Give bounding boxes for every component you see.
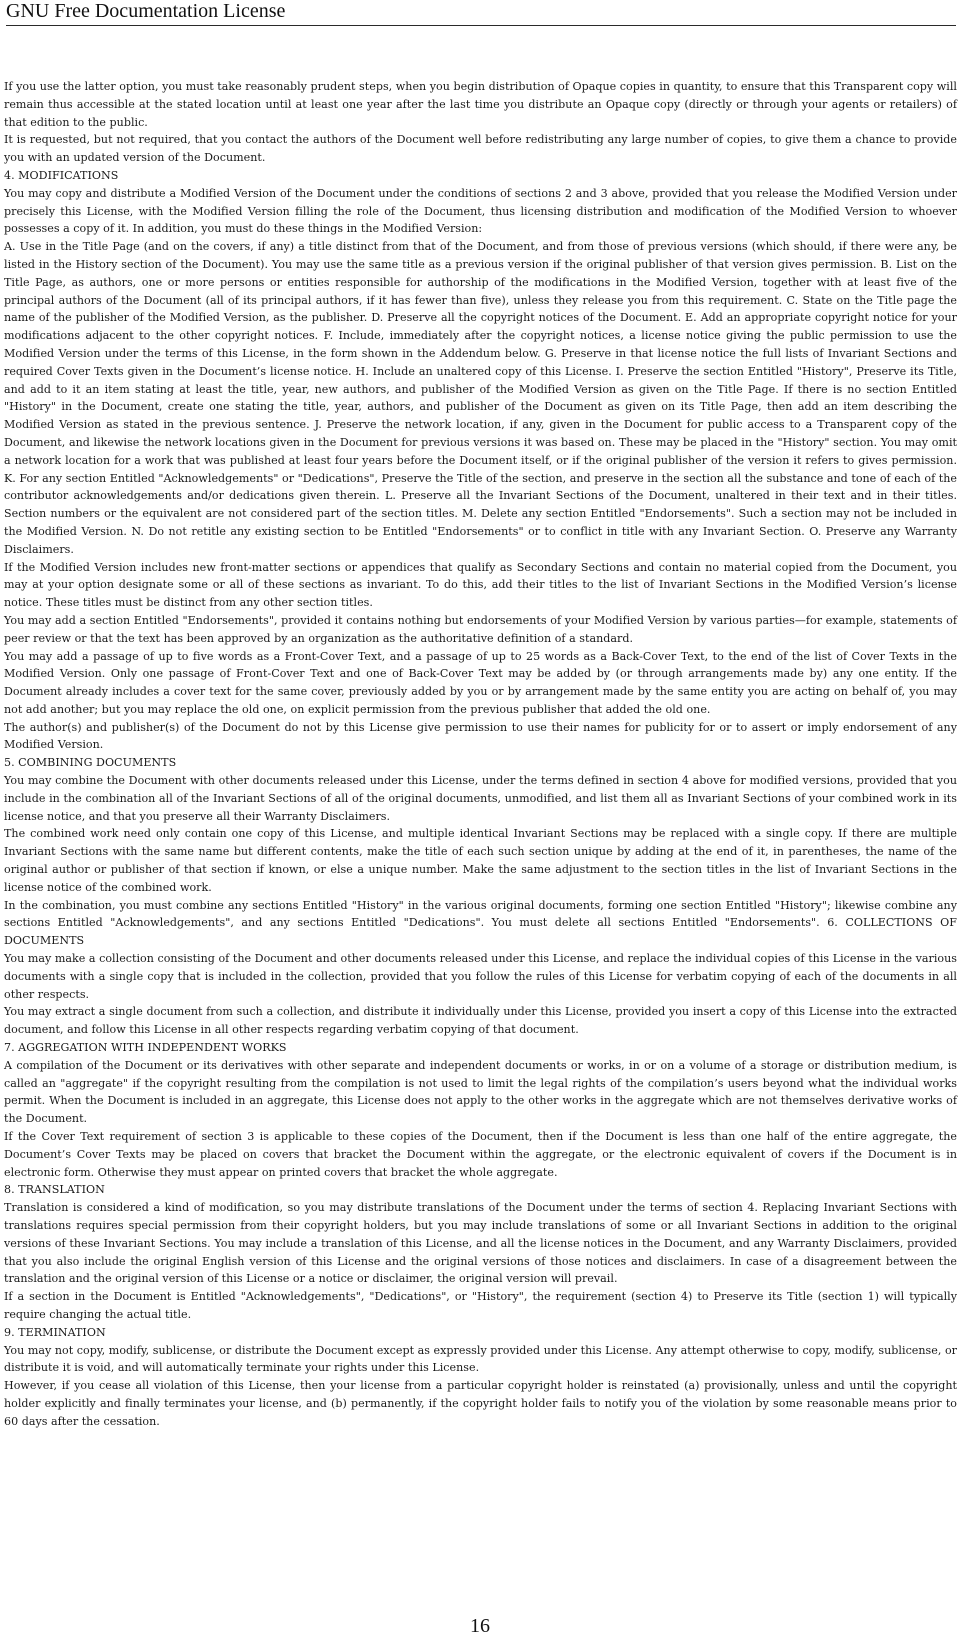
section-heading: 5. COMBINING DOCUMENTS [4, 756, 177, 770]
body-paragraph: You may add a section Entitled "Endorsements", provided it contains nothing but endorsements of your Modified Version by various parties—for example, statements of peer review or that the text has been approved by an organization as the authoritative definition of a standard. [4, 613, 957, 645]
body-paragraph: However, if you cease all violation of this License, then your license from a particular copyright holder is reinstated (a) provisionally, unless and until the copyright holder explicitly and finally terminates your license, and (b) permanently, if the copyright holder fails to notify you of the violation by some reasonable means prior to 60 days after the cessation. [4, 1379, 957, 1428]
body-paragraph: You may copy and distribute a Modified Version of the Document under the conditions of sections 2 and 3 above, provided that you release the Modified Version under precisely this License, with the Modified Version filling the role of the Document, thus licensing distribution and modification of the Modified Version to whoever possesses a copy of it. In addition, you must do these things in the Modified Version: [4, 186, 957, 236]
page-number: 16 [470, 1615, 490, 1637]
body-paragraph: If the Modified Version includes new front-matter sections or appendices that qualify as Secondary Sections and contain no material copied from the Document, you may at your option designate some or all of these sections as invariant. To do this, add their titles to the list of Invariant Sections in the Modified Version’s license notice. These titles must be distinct from any other section titles. [4, 560, 957, 610]
body-paragraph: Translation is considered a kind of modification, so you may distribute translations of the Document under the terms of section 4. Replacing Invariant Sections with translations requires special permission from their copyright holders, but you may include translations of some or all Invariant Sections in addition to the original versions of these Invariant Sections. You may include a translation of this License, and all the license notices in the Document, and any Warranty Disclaimers, provided that you also include the original English version of this License and the original versions of those notices and disclaimers. In case of a disagreement between the translation and the original version of this License or a notice or disclaimer, the original version will prevail. [4, 1201, 957, 1286]
body-paragraph: You may make a collection consisting of the Document and other documents released under this License, and replace the individual copies of this License in the various documents with a single copy that is included in the collection, provided that you follow the rules of this License for verbatim copying of each of the documents in all other respects. [4, 952, 957, 1001]
section-heading: 9. TERMINATION [4, 1325, 106, 1339]
body-paragraph: If the Cover Text requirement of section 3 is applicable to these copies of the Document, then if the Document is less than one half of the entire aggregate, the Document’s Cover Texts may be placed on covers that bracket the Document within the aggregate, or the electronic equivalent of covers if the Document is in electronic form. Otherwise they must appear on printed covers that bracket the whole aggregate. [4, 1130, 957, 1179]
document-body [4, 78, 957, 1431]
section-heading: 8. TRANSLATION [4, 1183, 105, 1197]
body-paragraph: The author(s) and publisher(s) of the Document do not by this License give permission to use their names for publicity for or to assert or imply endorsement of any Modified Version. [4, 720, 957, 752]
body-paragraph: A. Use in the Title Page (and on the covers, if any) a title distinct from that of the Document, and from those of previous versions (which should, if there were any, be listed in the History section of the Document). You may use the same title as a previous version if the original publisher of that version gives permission. B. List on the Title Page, as authors, one or more persons or entities responsible for authorship of the modifications in the Modified Version, together with at least five of the principal authors of the Document (all of its principal authors, if it has fewer than five), unless they release you from this requirement. C. State on the Title page the name of the publisher of the Modified Version, as the publisher. D. Preserve all the copyright notices of the Document. E. Add an appropriate copyright notice for your modifications adjacent to the other copyright notices. F. Include, immediately after the copyright notices, a license notice giving the public permission to use the Modified Version under the terms of this License, in the form shown in the Addendum below. G. Preserve in that license notice the full lists of Invariant Sections and required Cover Texts given in the Document’s license notice. H. Include an unaltered copy of this License. I. Preserve the section Entitled "History", Preserve its Title, and add to it an item stating at least the title, year, new authors, and publisher of the Modified Version as given on the Title Page. If there is no section Entitled "History" in the Document, create one stating the title, year, authors, and publisher of the Document as given on its Title Page, then add an item describing the Modified Version as stated in the previous sentence. J. Preserve the network location, if any, given in the Document for public access to a Transparent copy of the Document, and likewise the network locations given in the Document for previous versions it was based on. These may be placed in the "History" section. You may omit a network location for a work that was published at least four years before the Document itself, or if the original publisher of the version it refers to gives permission. K. For any section Entitled "Acknowledgements" or "Dedications", Preserve the Title of the section, and preserve in the section all the substance and tone of each of the contributor acknowledgements and/or dedications given therein. L. Preserve all the Invariant Sections of the Document, unaltered in their text and in their titles. Section numbers or the equivalent are not considered part of the section titles. M. Delete any section Entitled "Endorsements". Such a section may not be included in the Modified Version. N. Do not retitle any existing section to be Entitled "Endorsements" or to conflict in title with any Invariant Section. O. Preserve any Warranty Disclaimers. [4, 240, 957, 556]
body-paragraph: A compilation of the Document or its derivatives with other separate and independent documents or works, in or on a volume of a storage or distribution medium, is called an "aggregate" if the copyright resulting from the compilation is not used to limit the legal rights of the compilation’s users beyond what the individual works permit. When the Document is included in an aggregate, this License does not apply to the other works in the aggregate which are not themselves derivative works of the Document. [4, 1058, 957, 1126]
body-paragraph: It is requested, but not required, that you contact the authors of the Document well before redistributing any large number of copies, to give them a chance to provide you with an updated version of the Document. [4, 133, 957, 165]
body-paragraph: You may add a passage of up to five words as a Front-Cover Text, and a passage of up to 25 words as a Back-Cover Text, to the end of the list of Cover Texts in the Modified Version. Only one passage of Front-Cover Text and one of Back-Cover Text may be added by (or through arrangements made by) any one entity. If the Document already includes a cover text for the same cover, previously added by you or by arrangement made by the same entity you are acting on behalf of, you may not add another; but you may replace the old one, on explicit permission from the previous publisher that added the old one. [4, 649, 957, 716]
body-paragraph: You may extract a single document from such a collection, and distribute it individually under this License, provided you insert a copy of this License into the extracted document, and follow this License in all other respects regarding verbatim copying of that document. [4, 1005, 957, 1037]
body-paragraph: The combined work need only contain one copy of this License, and multiple identical Invariant Sections may be replaced with a single copy. If there are multiple Invariant Sections with the same name but different contents, make the title of each such section unique by adding at the end of it, in parentheses, the name of the original author or publisher of that section if known, or else a unique number. Make the same adjustment to the section titles in the list of Invariant Sections in the license notice of the combined work. [4, 827, 957, 894]
body-paragraph: If a section in the Document is Entitled "Acknowledgements", "Dedications", or "History", the requirement (section 4) to Preserve its Title (section 1) will typically require changing the actual title. [4, 1290, 957, 1321]
body-paragraph: In the combination, you must combine any sections Entitled "History" in the various original documents, forming one section Entitled "History"; likewise combine any sections Entitled "Acknowledgements", and any sections Entitled "Dedications". You must delete all sections Entitled "Endorsements". 6. COLLECTIONS OF DOCUMENTS [4, 898, 957, 948]
document-title: GNU Free Documentation License [6, 0, 286, 22]
section-heading: 7. AGGREGATION WITH INDEPENDENT WORKS [4, 1041, 287, 1055]
section-heading: 4. MODIFICATIONS [4, 168, 119, 182]
body-paragraph: You may not copy, modify, sublicense, or distribute the Document except as expressly provided under this License. Any attempt otherwise to copy, modify, sublicense, or distribute it is void, and will automatically terminate your rights under this License. [4, 1343, 957, 1375]
body-paragraph: If you use the latter option, you must take reasonably prudent steps, when you begin distribution of Opaque copies in quantity, to ensure that this Transparent copy will remain thus accessible at the stated location until at least one year after the last time you distribute an Opaque copy (directly or through your agents or retailers) of that edition to the public. [4, 80, 957, 129]
body-paragraph: You may combine the Document with other documents released under this License, under the terms defined in section 4 above for modified versions, provided that you include in the combination all of the Invariant Sections of all of the original documents, unmodified, and list them all as Invariant Sections of your combined work in its license notice, and that you preserve all their Warranty Disclaimers. [4, 774, 957, 823]
page-header [6, 0, 956, 26]
